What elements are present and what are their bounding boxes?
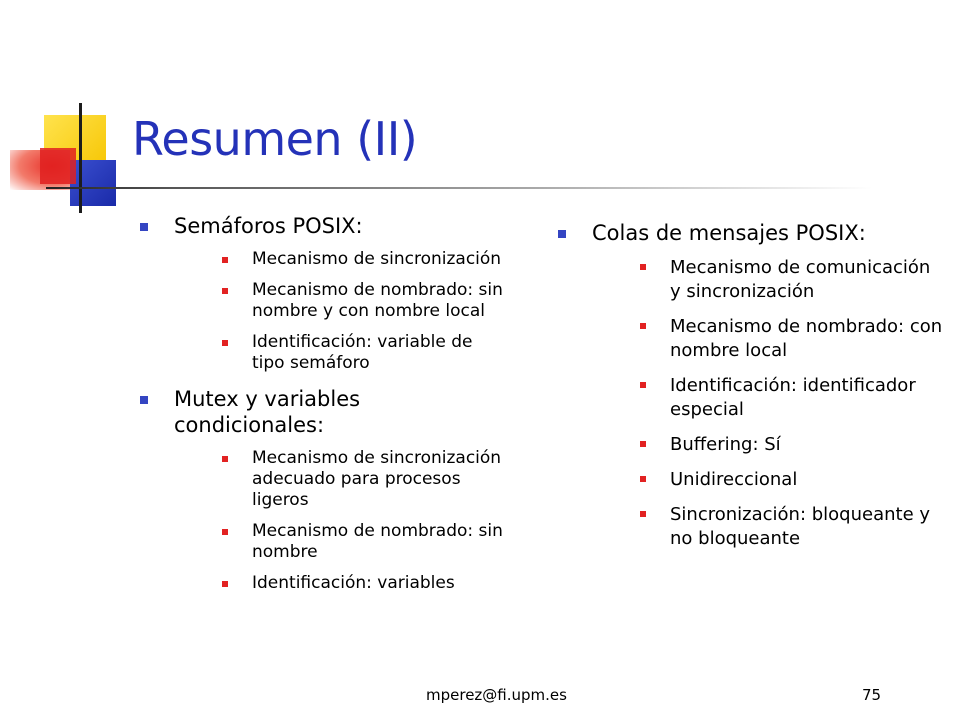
sub-list-item <box>174 448 508 511</box>
sub-item-text: Identificación: variables <box>252 573 455 593</box>
list-item-label: Colas de mensajes POSIX: <box>592 221 866 245</box>
small-square-bullet-icon <box>640 264 646 270</box>
sub-list-item <box>592 433 946 457</box>
slide-title: Resumen (II) <box>132 112 418 166</box>
sub-item-text: Identificación: identificador especial <box>670 375 916 420</box>
left-bullet-list <box>138 213 508 594</box>
sub-list <box>210 448 508 594</box>
left-column <box>138 213 508 606</box>
small-square-bullet-icon <box>640 323 646 329</box>
sub-list-item <box>592 256 946 304</box>
sub-item-text: Mecanismo de comunicación y sincronización <box>670 257 931 302</box>
footer-email: mperez@fi.upm.es <box>426 686 567 704</box>
small-square-bullet-icon <box>222 581 228 587</box>
small-square-bullet-icon <box>222 257 228 263</box>
sub-list-item <box>174 249 508 270</box>
title-underline <box>46 187 872 189</box>
right-bullet-list <box>556 220 946 551</box>
sub-item-text: Mecanismo de sincronización <box>252 249 502 269</box>
small-square-bullet-icon <box>640 382 646 388</box>
small-square-bullet-icon <box>640 476 646 482</box>
list-item-mutex <box>138 386 508 594</box>
sub-item-text: Unidireccional <box>670 469 798 490</box>
sub-list-item <box>174 521 508 563</box>
right-column <box>556 220 946 563</box>
sub-list-item <box>174 332 508 374</box>
sub-item-text: Identificación: variable de tipo semáforo <box>252 332 473 373</box>
sub-list-item <box>592 468 946 492</box>
decor-red-square <box>40 148 76 184</box>
sub-list <box>210 249 508 374</box>
sub-item-text: Buffering: Sí <box>670 434 781 455</box>
list-item-label: Mutex y variables condicionales: <box>174 387 361 437</box>
small-square-bullet-icon <box>222 529 228 535</box>
list-item-colas-mensajes <box>556 220 946 551</box>
sub-list <box>628 256 946 551</box>
sub-list-item <box>592 503 946 551</box>
decor-blue-square <box>70 160 116 206</box>
sub-item-text: Mecanismo de nombrado: sin nombre y con nombre local <box>252 280 503 321</box>
small-square-bullet-icon <box>222 456 228 462</box>
list-item-label: Semáforos POSIX: <box>174 214 363 238</box>
small-square-bullet-icon <box>222 288 228 294</box>
small-square-bullet-icon <box>222 340 228 346</box>
square-bullet-icon <box>140 396 148 404</box>
sub-list-item <box>592 315 946 363</box>
square-bullet-icon <box>558 230 566 238</box>
sub-list-item <box>174 573 508 594</box>
sub-item-text: Mecanismo de sincronización adecuado para procesos ligeros <box>252 448 502 510</box>
sub-item-text: Mecanismo de nombrado: sin nombre <box>252 521 503 562</box>
sub-list-item <box>592 374 946 422</box>
square-bullet-icon <box>140 223 148 231</box>
list-item-semaforos <box>138 213 508 374</box>
sub-item-text: Mecanismo de nombrado: con nombre local <box>670 316 943 361</box>
small-square-bullet-icon <box>640 441 646 447</box>
page-number: 75 <box>862 686 882 704</box>
small-square-bullet-icon <box>640 511 646 517</box>
sub-list-item <box>174 280 508 322</box>
decor-vertical-line <box>79 103 82 213</box>
sub-item-text: Sincronización: bloqueante y no bloqueante <box>670 504 931 549</box>
